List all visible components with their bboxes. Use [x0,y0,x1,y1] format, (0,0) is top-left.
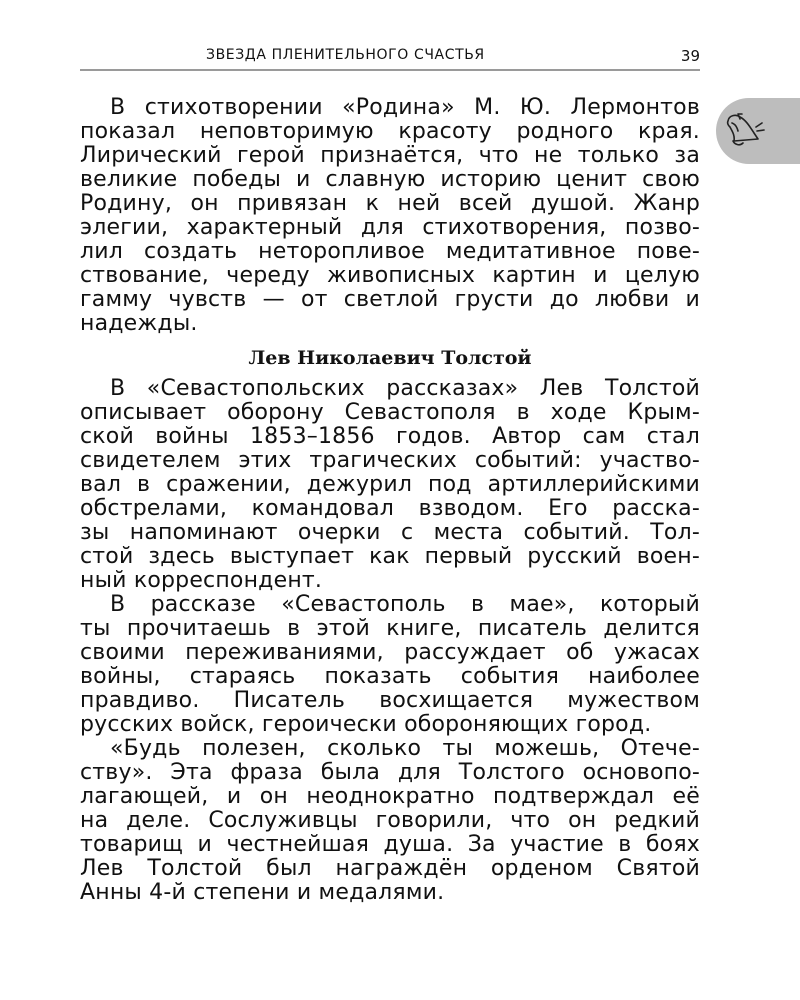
text-line: ты прочитаешь в этой книге, писатель делится [80,616,700,641]
text-line: элегии, характерный для стихотворения, позво- [80,215,700,240]
text-line: В «Севастопольских рассказах» Лев Толстой [110,376,700,401]
paragraph-lermontov [80,96,700,336]
text-line: на деле. Сослуживцы говорили, что он редкий [80,808,700,833]
header-rule [80,69,700,71]
text-line: Лирический герой признаётся, что не только за [80,143,700,168]
running-title: ЗВЕЗДА ПЛЕНИТЕЛЬНОГО СЧАСТЬЯ [206,47,485,63]
text-line: В стихотворении «Родина» М. Ю. Лермонтов [110,95,700,120]
text-line: лагающей, и он неоднократно подтверждал её [80,784,700,809]
text-line: показал неповторимую красоту родного края. [80,119,700,144]
text-line: русских войск, героически обороняющих город. [80,712,652,737]
text-line: товарищ и честнейшая душа. За участие в боях [80,832,700,857]
text-line: правдиво. Писатель восхищается мужеством [80,688,700,713]
text-line: Лев Толстой был награждён орденом Святой [80,856,700,881]
text-line: ствование, череду живописных картин и целую [80,263,700,288]
bell-icon [720,111,766,151]
page-body [80,96,700,905]
text-line: своими переживаниями, рассуждает об ужасах [80,640,700,665]
text-line: В рассказе «Севастополь в мае», который [110,592,700,617]
text-line: Анны 4-й степени и медалями. [80,880,445,905]
text-line: ской войны 1853–1856 годов. Автор сам стал [80,424,700,449]
text-line: свидетелем этих трагических событий: участво- [80,448,700,473]
running-header [80,44,700,68]
section-tab [716,98,800,164]
text-line: Родину, он привязан к ней всей душой. Жанр [80,191,700,216]
text-line: вал в сражении, дежурил под артиллерийскими [80,472,700,497]
text-line: гамму чувств — от светлой грусти до любви и [80,287,700,312]
text-line: надежды. [80,311,198,336]
section-heading: Лев Николаевич Толстой [248,347,532,369]
text-line: лил создать неторопливое медитативное пове- [80,239,700,264]
text-line: ству». Эта фраза была для Толстого основопо- [80,760,700,785]
paragraph-fatherland [80,737,700,905]
text-line: войны, стараясь показать события наиболее [80,664,700,689]
text-line: обстрелами, командовал взводом. Его расска- [80,496,700,521]
paragraph-sevastopol-may [80,593,700,737]
paragraph-sevastopol-intro [80,377,700,593]
text-line: ный корреспондент. [80,568,323,593]
text-line: описывает оборону Севастополя в ходе Крым- [80,400,700,425]
page-number: 39 [680,47,700,65]
text-line: стой здесь выступает как первый русский воен- [80,544,700,569]
text-line: «Будь полезен, сколько ты можешь, Отече- [110,736,700,761]
text-line: великие победы и славную историю ценит свою [80,167,700,192]
text-line: зы напоминают очерки с места событий. Тол- [80,520,700,545]
